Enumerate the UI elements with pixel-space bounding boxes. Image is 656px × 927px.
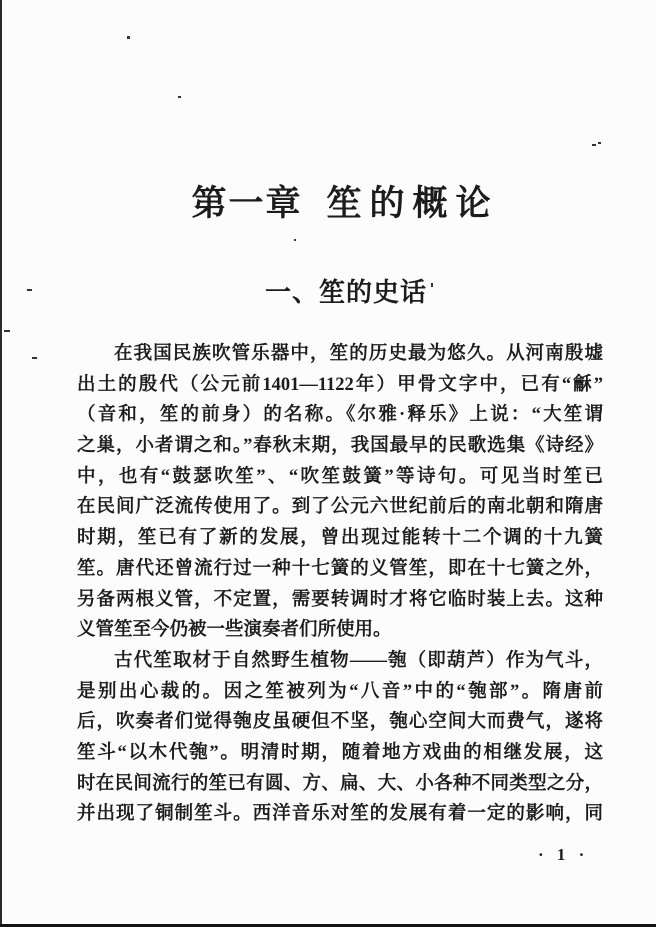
text-line: 义管笙至今仍被一些演奏者们所使用。	[77, 620, 392, 641]
text-line: 笙斗“以木代匏”。明清时期，随着地方戏曲的相继发展，这	[77, 742, 603, 763]
text-line: 是别出心裁的。因之笙被列为“八音”中的“匏部”。隋唐前	[77, 681, 603, 702]
text-line: （音和，笙的前身）的名称。《尔雅·释乐》上说：“大笙谓	[77, 405, 603, 426]
text-line: 中，也有“鼓瑟吹笙”、“吹笙鼓簧”等诗句。可见当时笙已	[77, 466, 603, 487]
body-text	[77, 339, 603, 830]
scan-speck	[592, 144, 596, 146]
chapter-number-label: 第一章	[191, 184, 303, 223]
scan-speck	[598, 142, 601, 144]
text-line: 古代笙取材于自然野生植物——匏（即葫芦）作为气斗，	[114, 650, 603, 671]
page-number: · 1 ·	[538, 845, 585, 864]
text-line: 笙。唐代还曾流行过一种十七簧的义管笙，即在十七簧之外，	[77, 558, 603, 579]
text-line: 在我国民族吹管乐器中，笙的历史最为悠久。从河南殷墟	[114, 344, 603, 364]
text-line: 时在民间流行的笙已有圆、方、扁、大、小各种不同类型之分，	[77, 773, 603, 794]
text-line: 之巢，小者谓之和。”春秋末期，我国最早的民歌选集《诗经》	[77, 436, 603, 457]
chapter-name-label: 笙的概论	[326, 184, 499, 223]
chapter-title	[17, 183, 656, 225]
scan-speck	[4, 330, 10, 332]
scan-speck	[294, 239, 296, 241]
text-line: 在民间广泛流传使用了。到了公元六世纪前后的南北朝和隋唐	[77, 497, 603, 518]
scan-speck	[127, 36, 130, 39]
section-heading: 一、笙的史话	[264, 278, 427, 307]
text-line: 并出现了铜制笙斗。西洋音乐对笙的发展有着一定的影响，同	[77, 804, 603, 825]
text-line: 时期，笙已有了新的发展，曾出现过能转十二个调的十九簧	[77, 528, 603, 549]
scan-edge-shadow-left	[0, 0, 2, 927]
scan-speck	[178, 96, 181, 98]
text-line: 后，吹奏者们觉得匏皮虽硬但不坚，匏心空间大而费气，遂将	[77, 712, 603, 733]
text-line: 另备两根义管，不定置，需要转调时才将它临时装上去。这种	[77, 589, 603, 610]
scan-speck	[32, 357, 37, 359]
text-line: 出土的殷代（公元前1401—1122年）甲骨文字中，已有“龢”	[77, 374, 603, 395]
